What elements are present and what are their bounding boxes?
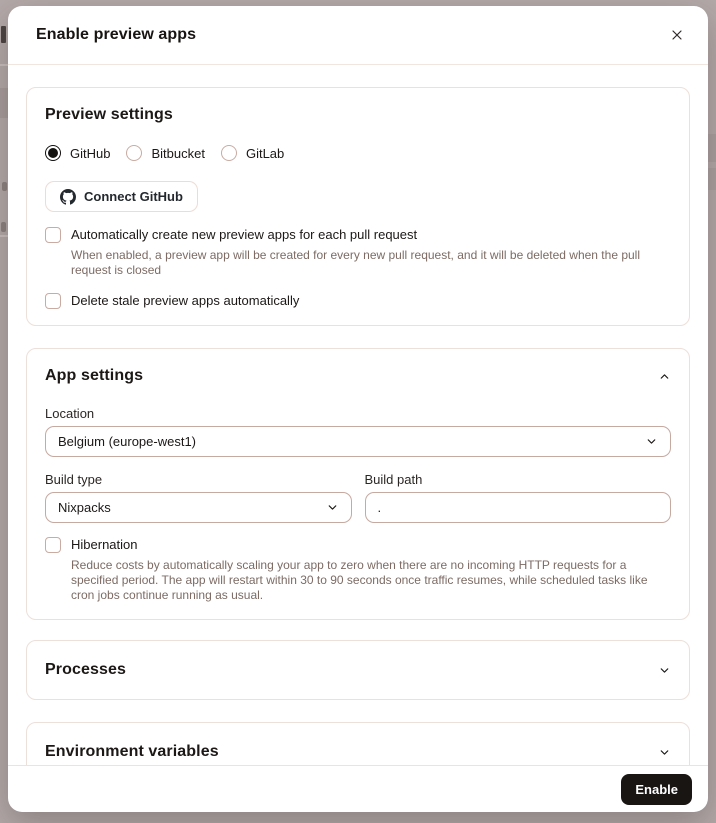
chevron-up-icon[interactable] xyxy=(658,370,671,383)
radio-bitbucket-control[interactable] xyxy=(126,145,142,161)
environment-variables-title: Environment variables xyxy=(45,743,219,760)
location-label: Location xyxy=(45,406,95,421)
location-value: Belgium (europe-west1) xyxy=(58,434,197,449)
preview-settings-title: Preview settings xyxy=(45,106,173,123)
background-page-fragment xyxy=(1,222,6,232)
location-select[interactable] xyxy=(45,426,671,457)
hibernation-checkbox[interactable] xyxy=(45,537,61,553)
radio-github-control[interactable] xyxy=(45,145,61,161)
radio-gitlab-label: GitLab xyxy=(245,145,285,161)
auto-create-checkbox-row xyxy=(45,227,671,278)
build-path-label: Build path xyxy=(364,472,423,487)
preview-settings-section xyxy=(26,87,690,326)
chevron-down-icon xyxy=(326,501,339,514)
app-settings-title: App settings xyxy=(45,367,144,384)
radio-gitlab-control[interactable] xyxy=(221,145,237,161)
build-fields-row xyxy=(45,472,671,523)
radio-bitbucket-label: Bitbucket xyxy=(151,145,205,161)
auto-create-description: When enabled, a preview app will be created for every new pull request, and it will be deleted when the pull request is closed xyxy=(71,248,641,277)
build-type-value: Nixpacks xyxy=(58,500,111,515)
background-page-fragment xyxy=(0,64,8,66)
processes-section[interactable] xyxy=(26,640,690,700)
radio-gitlab[interactable] xyxy=(221,145,284,161)
background-page-fragment xyxy=(708,168,716,190)
dialog-title: Enable preview apps xyxy=(36,26,197,43)
hibernation-label[interactable]: Hibernation xyxy=(71,537,138,552)
background-page-fragment xyxy=(0,88,8,118)
github-icon xyxy=(60,189,76,205)
connect-github-button[interactable] xyxy=(45,181,198,212)
build-path-input[interactable] xyxy=(365,492,672,523)
radio-bitbucket[interactable] xyxy=(126,145,204,161)
build-type-select[interactable] xyxy=(45,492,352,523)
hibernation-description: Reduce costs by automatically scaling your app to zero when there are no incoming HTTP requests for a specified period. The app will restart within 30 to 90 seconds once traffic resumes, while scheduled tasks like cron jobs continue running as usual. xyxy=(71,558,648,602)
git-provider-radio-group xyxy=(45,145,671,161)
delete-stale-label[interactable]: Delete stale preview apps automatically xyxy=(71,293,300,308)
connect-github-label: Connect GitHub xyxy=(84,189,183,204)
background-page-fragment xyxy=(1,26,6,43)
close-icon xyxy=(671,29,683,41)
environment-variables-section[interactable] xyxy=(26,722,690,765)
dialog-header xyxy=(8,6,708,65)
delete-stale-checkbox-row xyxy=(45,293,671,309)
dialog-body xyxy=(8,65,708,765)
chevron-down-icon[interactable] xyxy=(658,664,671,677)
background-page-fragment xyxy=(2,182,7,191)
chevron-down-icon[interactable] xyxy=(658,746,671,759)
delete-stale-checkbox[interactable] xyxy=(45,293,61,309)
processes-title: Processes xyxy=(45,661,126,678)
background-page-fragment xyxy=(0,235,8,237)
dialog-footer xyxy=(8,765,708,812)
chevron-down-icon xyxy=(645,435,658,448)
auto-create-checkbox[interactable] xyxy=(45,227,61,243)
background-page-fragment xyxy=(708,134,716,162)
hibernation-checkbox-row xyxy=(45,537,671,603)
radio-github[interactable] xyxy=(45,145,110,161)
close-button[interactable] xyxy=(664,22,690,48)
app-settings-header[interactable] xyxy=(45,367,671,385)
radio-github-label: GitHub xyxy=(70,145,111,161)
enable-button[interactable]: Enable xyxy=(621,774,692,805)
app-settings-section xyxy=(26,348,690,620)
auto-create-label[interactable]: Automatically create new preview apps for each pull request xyxy=(71,227,418,242)
build-type-label: Build type xyxy=(45,472,103,487)
enable-preview-apps-dialog xyxy=(8,6,708,812)
